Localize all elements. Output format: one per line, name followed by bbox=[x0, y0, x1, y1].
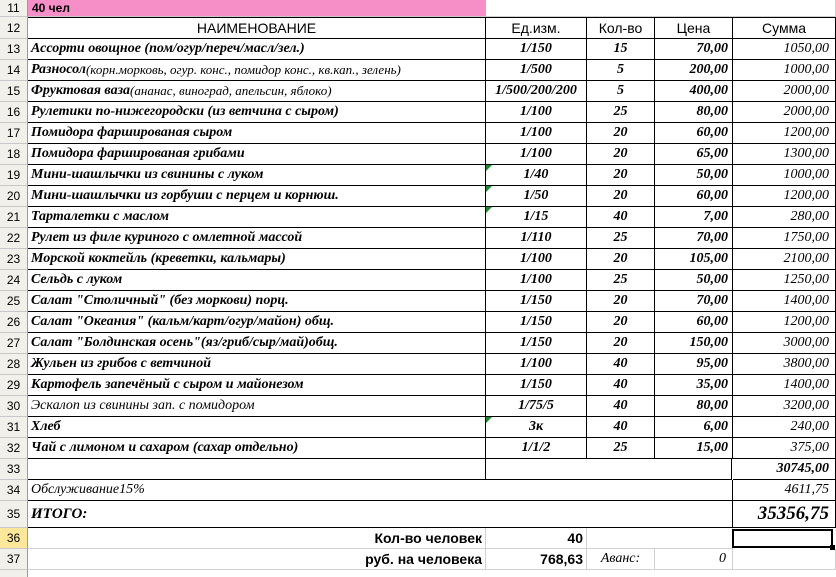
table-row bbox=[0, 102, 836, 123]
item-sum-cell[interactable]: 1250,00 bbox=[733, 270, 836, 291]
subtotal-sum-cell[interactable]: 30745,00 bbox=[733, 459, 836, 480]
item-name-cell[interactable] bbox=[28, 333, 486, 354]
item-name-cell[interactable] bbox=[28, 438, 486, 459]
item-name-cell[interactable] bbox=[28, 291, 486, 312]
item-price-cell[interactable]: 6,00 bbox=[655, 417, 733, 438]
table-row bbox=[0, 438, 836, 459]
item-name: Мини-шашлычки из горбуши с перцем и корнюш. bbox=[31, 188, 339, 203]
item-name-cell[interactable] bbox=[28, 144, 486, 165]
item-unit-cell[interactable]: 1/150 bbox=[486, 291, 587, 312]
item-price-cell[interactable]: 60,00 bbox=[655, 312, 733, 333]
item-price-cell[interactable]: 80,00 bbox=[655, 396, 733, 417]
empty-cell[interactable] bbox=[486, 0, 836, 17]
item-price-cell[interactable]: 60,00 bbox=[655, 186, 733, 207]
table-row bbox=[0, 417, 836, 438]
item-price-cell[interactable]: 60,00 bbox=[655, 123, 733, 144]
column-unit-header[interactable]: Ед.изм. bbox=[486, 17, 587, 39]
row-header[interactable]: 13 bbox=[0, 39, 28, 60]
table-row bbox=[0, 81, 836, 102]
item-qty-cell[interactable]: 20 bbox=[587, 249, 655, 270]
item-unit-cell[interactable]: 1/100 bbox=[486, 249, 587, 270]
item-sum-cell[interactable]: 1200,00 bbox=[733, 312, 836, 333]
item-name-cell[interactable] bbox=[28, 60, 486, 81]
item-qty-cell[interactable]: 25 bbox=[587, 102, 655, 123]
item-price-cell[interactable]: 150,00 bbox=[655, 333, 733, 354]
table-row bbox=[0, 123, 836, 144]
row-header[interactable]: 28 bbox=[0, 354, 28, 375]
item-sum-cell[interactable]: 1000,00 bbox=[733, 165, 836, 186]
item-price-cell[interactable]: 70,00 bbox=[655, 228, 733, 249]
item-name: Салат "Столичный" (без моркови) порц. bbox=[31, 293, 289, 308]
item-unit-cell[interactable]: 1/150 bbox=[486, 312, 587, 333]
item-sum-cell[interactable]: 1200,00 bbox=[733, 186, 836, 207]
empty-cell[interactable] bbox=[28, 459, 486, 480]
item-name-cell[interactable] bbox=[28, 228, 486, 249]
row-header[interactable]: 21 bbox=[0, 207, 28, 228]
row-11 bbox=[0, 0, 836, 17]
item-sum-cell[interactable]: 375,00 bbox=[733, 438, 836, 459]
row-header[interactable]: 23 bbox=[0, 249, 28, 270]
item-name: Ассорти овощное (пом/огур/переч/масл/зел.) bbox=[31, 41, 305, 56]
item-price-cell[interactable]: 95,00 bbox=[655, 354, 733, 375]
subtotal-row bbox=[0, 459, 836, 480]
item-unit-cell[interactable]: 1/150 bbox=[486, 333, 587, 354]
comment-marker-icon bbox=[486, 186, 492, 192]
item-unit-cell[interactable]: 1/50 bbox=[486, 186, 587, 207]
item-price-cell[interactable]: 7,00 bbox=[655, 207, 733, 228]
item-name: Тарталетки с маслом bbox=[31, 209, 169, 224]
item-name: Фруктовая ваза bbox=[31, 83, 131, 98]
table-row bbox=[0, 354, 836, 375]
row-header[interactable]: 30 bbox=[0, 396, 28, 417]
per-person-row bbox=[0, 549, 836, 570]
empty-cell[interactable] bbox=[733, 549, 836, 570]
item-name-cell[interactable] bbox=[28, 312, 486, 333]
item-qty-cell[interactable]: 20 bbox=[587, 312, 655, 333]
empty-cell[interactable] bbox=[587, 528, 733, 549]
advance-label-cell[interactable]: Аванс: bbox=[587, 549, 655, 570]
item-qty-cell[interactable]: 40 bbox=[587, 207, 655, 228]
people-label-cell[interactable]: Кол-во человек bbox=[28, 528, 486, 549]
item-name: Салат "Океания" (кальм/карт/огур/майон) общ. bbox=[31, 314, 335, 329]
item-qty-cell[interactable]: 25 bbox=[587, 228, 655, 249]
comment-marker-icon bbox=[486, 165, 492, 171]
table-row bbox=[0, 228, 836, 249]
item-unit-cell[interactable]: 3к bbox=[486, 417, 587, 438]
item-unit-cell[interactable]: 1/150 bbox=[486, 39, 587, 60]
row-header[interactable]: 15 bbox=[0, 81, 28, 102]
item-name-cell[interactable] bbox=[28, 375, 486, 396]
item-unit-cell[interactable]: 1/100 bbox=[486, 270, 587, 291]
row-header[interactable]: 27 bbox=[0, 333, 28, 354]
item-sum-cell[interactable]: 240,00 bbox=[733, 417, 836, 438]
table-row bbox=[0, 207, 836, 228]
item-name-cell[interactable] bbox=[28, 165, 486, 186]
item-sum-cell[interactable]: 3000,00 bbox=[733, 333, 836, 354]
table-row bbox=[0, 375, 836, 396]
item-sum-cell[interactable]: 1300,00 bbox=[733, 144, 836, 165]
item-price-cell[interactable]: 50,00 bbox=[655, 270, 733, 291]
item-price-cell[interactable]: 70,00 bbox=[655, 39, 733, 60]
item-name-cell[interactable] bbox=[28, 417, 486, 438]
row-header[interactable]: 33 bbox=[0, 459, 28, 480]
item-qty-cell[interactable]: 40 bbox=[587, 375, 655, 396]
item-sum-cell[interactable]: 2000,00 bbox=[733, 102, 836, 123]
table-row bbox=[0, 396, 836, 417]
comment-marker-icon bbox=[486, 417, 492, 423]
item-name: Картофель запечёный с сыром и майонезом bbox=[31, 377, 304, 392]
item-name-cell[interactable] bbox=[28, 186, 486, 207]
item-name: Хлеб bbox=[31, 419, 61, 434]
table-row bbox=[0, 60, 836, 81]
item-name-cell[interactable] bbox=[28, 207, 486, 228]
per-person-value-cell[interactable]: 768,63 bbox=[486, 549, 587, 570]
item-qty-cell[interactable]: 20 bbox=[587, 333, 655, 354]
row-header[interactable]: 29 bbox=[0, 375, 28, 396]
item-name: Разносол bbox=[31, 62, 86, 77]
row-38-partial bbox=[0, 570, 836, 577]
item-name: Рулетики по-нижегородски (из ветчина с сыром) bbox=[31, 104, 339, 119]
item-price-cell[interactable]: 35,00 bbox=[655, 375, 733, 396]
table-row bbox=[0, 144, 836, 165]
table-row bbox=[0, 39, 836, 60]
item-sum-cell[interactable]: 1200,00 bbox=[733, 123, 836, 144]
item-qty-cell[interactable]: 25 bbox=[587, 270, 655, 291]
table-row bbox=[0, 333, 836, 354]
item-qty-cell[interactable]: 5 bbox=[587, 60, 655, 81]
table-row bbox=[0, 165, 836, 186]
item-price-cell[interactable]: 70,00 bbox=[655, 291, 733, 312]
comment-marker-icon bbox=[486, 207, 492, 213]
total-row bbox=[0, 501, 836, 528]
row-header[interactable]: 25 bbox=[0, 291, 28, 312]
item-sum-cell[interactable]: 2000,00 bbox=[733, 81, 836, 102]
item-unit-cell[interactable]: 1/40 bbox=[486, 165, 587, 186]
row-header[interactable]: 20 bbox=[0, 186, 28, 207]
row-header[interactable]: 17 bbox=[0, 123, 28, 144]
item-price-cell[interactable]: 50,00 bbox=[655, 165, 733, 186]
item-name-cell[interactable] bbox=[28, 270, 486, 291]
item-price-cell[interactable]: 15,00 bbox=[655, 438, 733, 459]
column-sum-header[interactable]: Сумма bbox=[733, 17, 836, 39]
row-header[interactable]: 14 bbox=[0, 60, 28, 81]
item-name: Помидора фаршированая сыром bbox=[31, 125, 233, 140]
item-unit-cell[interactable]: 1/150 bbox=[486, 375, 587, 396]
item-qty-cell[interactable]: 20 bbox=[587, 186, 655, 207]
item-sum-cell[interactable]: 3200,00 bbox=[733, 396, 836, 417]
column-name-header[interactable]: НАИМЕНОВАНИЕ bbox=[28, 17, 486, 39]
item-name: Салат "Болдинская осень"(яз/гриб/сыр/май)общ. bbox=[31, 335, 338, 350]
total-sum-cell[interactable]: 35356,75 bbox=[733, 501, 836, 528]
item-sum-cell[interactable]: 280,00 bbox=[733, 207, 836, 228]
row-header[interactable]: 35 bbox=[0, 501, 28, 528]
item-sum-cell[interactable]: 1400,00 bbox=[733, 291, 836, 312]
people-row bbox=[0, 528, 836, 549]
row-header[interactable]: 26 bbox=[0, 312, 28, 333]
item-name-cell[interactable] bbox=[28, 102, 486, 123]
service-row bbox=[0, 480, 836, 501]
item-unit-cell[interactable]: 1/100 bbox=[486, 354, 587, 375]
item-unit-cell[interactable]: 1/1/2 bbox=[486, 438, 587, 459]
item-qty-cell[interactable]: 40 bbox=[587, 354, 655, 375]
item-name-cell[interactable] bbox=[28, 81, 486, 102]
item-name: Чай с лимоном и сахаром (сахар отдельно) bbox=[31, 440, 299, 455]
item-desc: (корн.морковь, огур. конс., помидор конс., кв.кап., зелень) bbox=[85, 62, 401, 77]
item-unit-cell[interactable]: 1/110 bbox=[486, 228, 587, 249]
item-qty-cell[interactable]: 20 bbox=[587, 165, 655, 186]
item-name: Сельдь с луком bbox=[31, 272, 123, 287]
column-qty-header[interactable]: Кол-во bbox=[587, 17, 655, 39]
item-name-cell[interactable] bbox=[28, 396, 486, 417]
item-name: Помидора фаршированая грибами bbox=[31, 146, 245, 161]
row-header[interactable]: 11 bbox=[0, 0, 28, 17]
item-unit-cell[interactable]: 1/500 bbox=[486, 60, 587, 81]
item-name: Жульен из грибов с ветчиной bbox=[31, 356, 212, 371]
item-price-cell[interactable]: 200,00 bbox=[655, 60, 733, 81]
item-name-cell[interactable] bbox=[28, 354, 486, 375]
row-header[interactable]: 34 bbox=[0, 480, 28, 501]
empty-cell[interactable] bbox=[486, 459, 732, 480]
selected-cell[interactable] bbox=[732, 529, 833, 548]
row-header[interactable]: 24 bbox=[0, 270, 28, 291]
item-name: Рулет из филе куриного с омлетной массой bbox=[31, 230, 303, 245]
row-header[interactable]: 16 bbox=[0, 102, 28, 123]
total-label-cell[interactable]: ИТОГО: bbox=[28, 501, 733, 528]
item-sum-cell[interactable]: 3800,00 bbox=[733, 354, 836, 375]
table-row bbox=[0, 186, 836, 207]
table-row bbox=[0, 291, 836, 312]
item-desc: (ананас, виноград, апельсин, яблоко) bbox=[130, 83, 332, 98]
item-price-cell[interactable]: 400,00 bbox=[655, 81, 733, 102]
row-header[interactable]: 22 bbox=[0, 228, 28, 249]
item-price-cell[interactable]: 80,00 bbox=[655, 102, 733, 123]
item-qty-cell[interactable]: 5 bbox=[587, 81, 655, 102]
item-unit-cell[interactable]: 1/500/200/200 bbox=[486, 81, 587, 102]
table-row bbox=[0, 312, 836, 333]
table-row bbox=[0, 270, 836, 291]
column-price-header[interactable]: Цена bbox=[655, 17, 733, 39]
per-person-label-cell[interactable]: руб. на человека bbox=[28, 549, 486, 570]
item-unit-cell[interactable]: 1/75/5 bbox=[486, 396, 587, 417]
item-qty-cell[interactable]: 40 bbox=[587, 396, 655, 417]
service-label-cell[interactable]: Обслуживание15% bbox=[28, 480, 733, 501]
item-qty-cell[interactable]: 15 bbox=[587, 39, 655, 60]
item-sum-cell[interactable]: 2100,00 bbox=[733, 249, 836, 270]
item-name-cell[interactable] bbox=[28, 249, 486, 270]
item-qty-cell[interactable]: 20 bbox=[587, 144, 655, 165]
item-qty-cell[interactable]: 20 bbox=[587, 123, 655, 144]
row-header[interactable]: 36 bbox=[0, 528, 28, 549]
row-header[interactable]: 12 bbox=[0, 17, 28, 39]
item-unit-cell[interactable]: 1/100 bbox=[486, 144, 587, 165]
item-name: Морской коктейль (креветки, кальмары) bbox=[31, 251, 286, 266]
row-header[interactable]: 37 bbox=[0, 549, 28, 570]
item-price-cell[interactable]: 65,00 bbox=[655, 144, 733, 165]
item-unit-cell[interactable]: 1/100 bbox=[486, 102, 587, 123]
item-unit-cell[interactable]: 1/15 bbox=[486, 207, 587, 228]
row-header[interactable]: 32 bbox=[0, 438, 28, 459]
row-header[interactable]: 19 bbox=[0, 165, 28, 186]
item-sum-cell[interactable]: 1000,00 bbox=[733, 60, 836, 81]
item-price-cell[interactable]: 105,00 bbox=[655, 249, 733, 270]
item-sum-cell[interactable]: 1750,00 bbox=[733, 228, 836, 249]
item-name-cell[interactable] bbox=[28, 123, 486, 144]
advance-value-cell[interactable]: 0 bbox=[655, 549, 733, 570]
column-header-row bbox=[0, 17, 836, 39]
group-label[interactable]: 40 чел bbox=[28, 0, 486, 17]
item-name: Мини-шашлычки из свинины с луком bbox=[31, 167, 264, 182]
item-qty-cell[interactable]: 20 bbox=[587, 291, 655, 312]
row-header[interactable]: 31 bbox=[0, 417, 28, 438]
row-header[interactable]: 18 bbox=[0, 144, 28, 165]
item-unit-cell[interactable]: 1/100 bbox=[486, 123, 587, 144]
item-sum-cell[interactable]: 1050,00 bbox=[733, 39, 836, 60]
item-qty-cell[interactable]: 25 bbox=[587, 438, 655, 459]
item-sum-cell[interactable]: 1400,00 bbox=[733, 375, 836, 396]
item-name: Эскалоп из свинины зап. с помидором bbox=[31, 398, 255, 413]
table-row bbox=[0, 249, 836, 270]
row-header[interactable] bbox=[0, 570, 28, 577]
people-value-cell[interactable]: 40 bbox=[486, 528, 587, 549]
item-qty-cell[interactable]: 40 bbox=[587, 417, 655, 438]
item-name-cell[interactable] bbox=[28, 39, 486, 60]
service-sum-cell[interactable]: 4611,75 bbox=[733, 480, 836, 501]
